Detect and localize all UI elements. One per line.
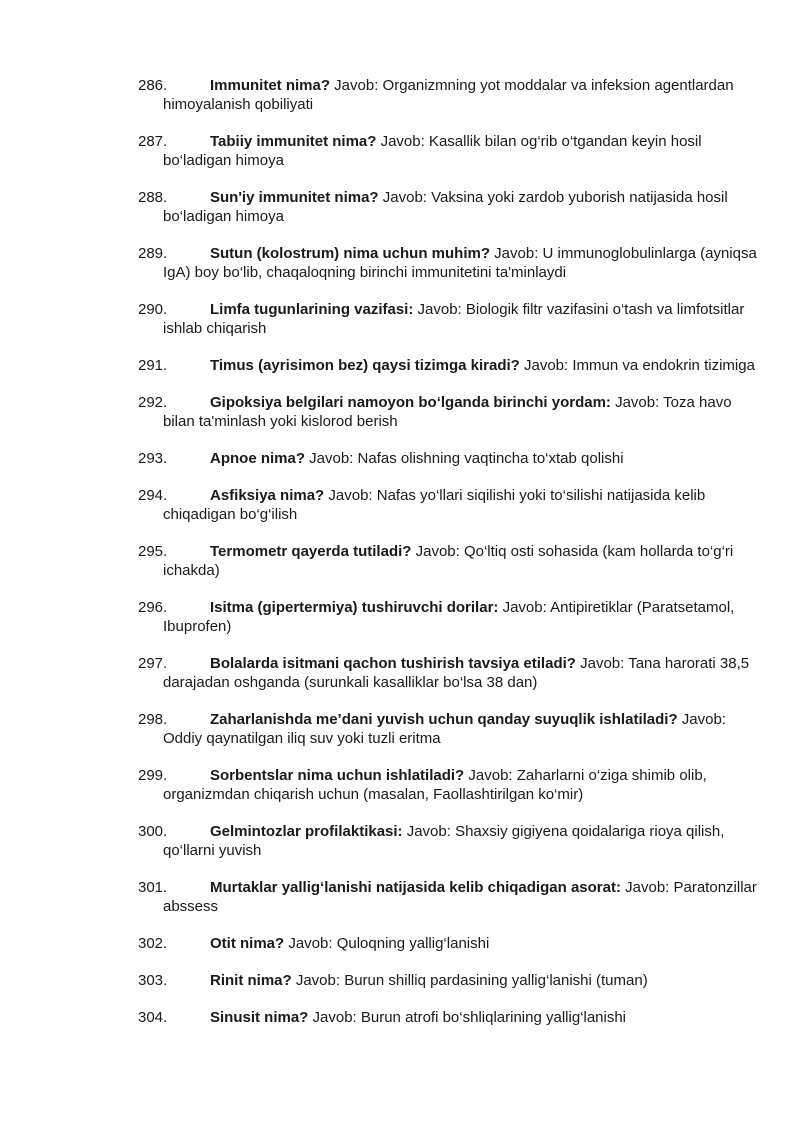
item-answer: Javob: Shaxsiy gigiyena qoidalariga rioya qilish, qo‘llarni yuvish — [163, 823, 725, 859]
item-number: 293. — [138, 450, 168, 467]
list-item — [138, 878, 758, 916]
list-item — [138, 300, 758, 338]
item-answer: Javob: U immunoglobulinlarga (ayniqsa IgA) boy bo‘lib, chaqaloqning birinchi immunitetini ta'minlaydi — [163, 245, 757, 281]
item-number: 304. — [138, 1009, 168, 1026]
list-item — [138, 934, 758, 953]
item-answer: Javob: Antipiretiklar (Paratsetamol, Ibuprofen) — [163, 599, 735, 635]
item-number: 298. — [138, 711, 168, 728]
item-answer: Javob: Tana harorati 38,5 darajadan oshganda (surunkali kasalliklar bo‘lsa 38 dan) — [163, 655, 750, 691]
item-answer: Javob: Toza havo bilan ta'minlash yoki kislorod berish — [163, 394, 732, 430]
item-question: Asfiksiya nima? — [210, 487, 325, 504]
item-question: Bolalarda isitmani qachon tushirish tavsiya etiladi? — [210, 655, 576, 672]
item-answer: Javob: Immun va endokrin tizimiga — [519, 357, 755, 374]
list-item — [138, 971, 758, 990]
item-answer: Javob: Kasallik bilan og‘rib o‘tgandan keyin hosil bo‘ladigan himoya — [163, 133, 702, 169]
item-question: Isitma (gipertermiya) tushiruvchi dorilar: — [210, 599, 499, 616]
list-item — [138, 356, 758, 375]
list-item — [138, 766, 758, 804]
item-question: Gelmintozlar profilaktikasi: — [210, 823, 403, 840]
list-item — [138, 1008, 758, 1027]
item-question: Sun'iy immunitet nima? — [210, 189, 379, 206]
item-number: 286. — [138, 77, 168, 94]
item-number: 289. — [138, 245, 168, 262]
list-item — [138, 822, 758, 860]
item-number: 292. — [138, 394, 168, 411]
item-number: 287. — [138, 133, 168, 150]
item-question: Gipoksiya belgilari namoyon bo‘lganda birinchi yordam: — [210, 394, 611, 411]
list-item — [138, 486, 758, 524]
list-item — [138, 542, 758, 580]
list-item — [138, 654, 758, 692]
item-answer: Javob: Oddiy qaynatilgan iliq suv yoki tuzli eritma — [163, 711, 726, 747]
item-question: Immunitet nima? — [210, 77, 331, 94]
item-answer: Javob: Biologik filtr vazifasini o‘tash va limfotsitlar ishlab chiqarish — [163, 301, 745, 337]
item-question: Otit nima? — [210, 935, 285, 952]
item-question: Termometr qayerda tutiladi? — [210, 543, 412, 560]
item-number: 299. — [138, 767, 168, 784]
item-number: 294. — [138, 487, 168, 504]
list-item — [138, 188, 758, 226]
item-number: 297. — [138, 655, 168, 672]
item-number: 288. — [138, 189, 168, 206]
item-number: 301. — [138, 879, 168, 896]
item-question: Timus (ayrisimon bez) qaysi tizimga kiradi? — [210, 357, 520, 374]
item-question: Apnoe nima? — [210, 450, 306, 467]
item-number: 291. — [138, 357, 168, 374]
item-answer: Javob: Quloqning yallig‘lanishi — [284, 935, 490, 952]
item-question: Sorbentslar nima uchun ishlatiladi? — [210, 767, 465, 784]
item-question: Sutun (kolostrum) nima uchun muhim? — [210, 245, 490, 262]
list-item — [138, 393, 758, 431]
item-answer: Javob: Organizmning yot moddalar va infeksion agentlardan himoyalanish qobiliyati — [163, 77, 734, 113]
item-answer: Javob: Qo‘ltiq osti sohasida (kam hollarda to‘g‘ri ichakda) — [163, 543, 734, 579]
item-answer: Javob: Paratonzillar abssess — [163, 879, 757, 915]
item-answer: Javob: Nafas olishning vaqtincha to‘xtab qolishi — [305, 450, 624, 467]
item-number: 300. — [138, 823, 168, 840]
list-item — [138, 76, 758, 114]
item-answer: Javob: Nafas yo‘llari siqilishi yoki to‘silishi natijasida kelib chiqadigan bo‘g‘ilish — [163, 487, 706, 523]
list-item — [138, 449, 758, 468]
item-question: Tabiiy immunitet nima? — [210, 133, 377, 150]
list-item — [138, 710, 758, 748]
item-answer: Javob: Zaharlarni o‘ziga shimib olib, organizmdan chiqarish uchun (masalan, Faollashtirilgan ko‘mir) — [163, 767, 707, 803]
item-number: 302. — [138, 935, 168, 952]
item-number: 296. — [138, 599, 168, 616]
item-question: Sinusit nima? — [210, 1009, 309, 1026]
list-item — [138, 244, 758, 282]
item-question: Rinit nima? — [210, 972, 292, 989]
list-item — [138, 598, 758, 636]
item-number: 295. — [138, 543, 168, 560]
item-answer: Javob: Vaksina yoki zardob yuborish natijasida hosil bo‘ladigan himoya — [163, 189, 728, 225]
item-answer: Javob: Burun shilliq pardasining yallig‘lanishi (tuman) — [291, 972, 648, 989]
item-number: 290. — [138, 301, 168, 318]
item-answer: Javob: Burun atrofi bo‘shliqlarining yallig‘lanishi — [308, 1009, 627, 1026]
qa-list — [138, 76, 758, 1045]
item-number: 303. — [138, 972, 168, 989]
item-question: Zaharlanishda me’dani yuvish uchun qanday suyuqlik ishlatiladi? — [210, 711, 678, 728]
list-item — [138, 132, 758, 170]
item-question: Limfa tugunlarining vazifasi: — [210, 301, 414, 318]
item-question: Murtaklar yallig‘lanishi natijasida kelib chiqadigan asorat: — [210, 879, 621, 896]
